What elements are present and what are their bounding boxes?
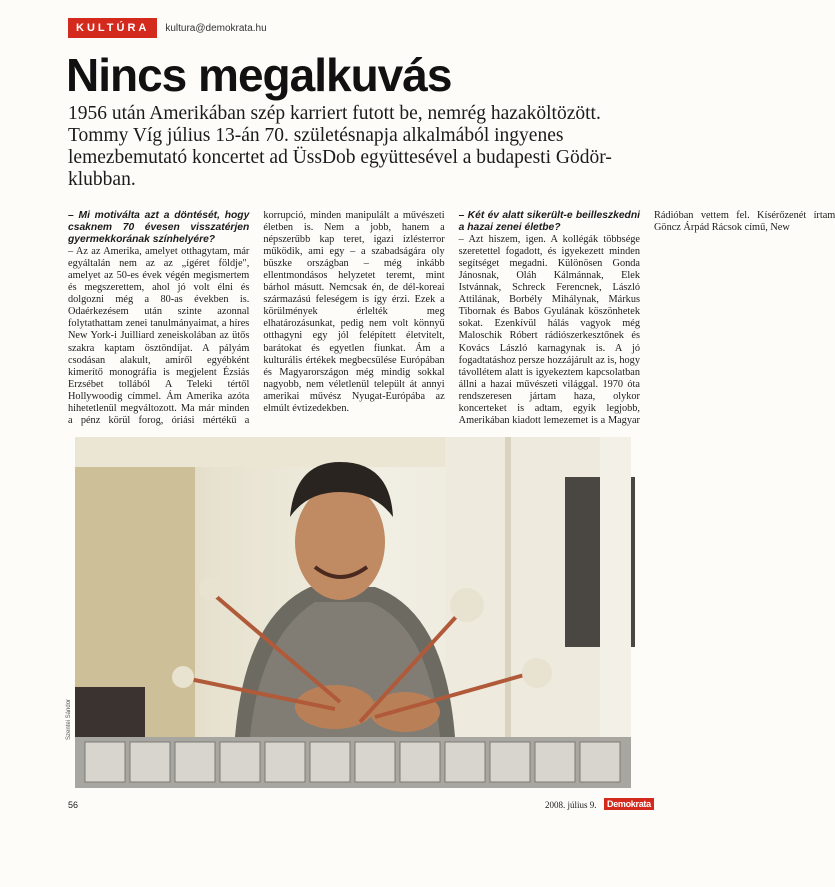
page-number: 56 bbox=[68, 800, 79, 810]
question-2: – Két év alatt sikerült-e beilleszkedni a hazai zenei életbe? bbox=[458, 210, 640, 234]
issue-date: 2008. július 9. bbox=[545, 800, 597, 810]
question-1: – Mi motiválta azt a döntését, hogy csaknem 70 évesen visszatérjen gyermekkorának színhelyére? bbox=[68, 210, 250, 246]
photo-credit: Szentei Sándor bbox=[66, 698, 72, 740]
article-photo bbox=[75, 437, 631, 788]
section-email[interactable]: kultura@demokrata.hu bbox=[165, 22, 267, 34]
section-tag: KULTÚRA bbox=[68, 18, 157, 38]
magazine-logo: Demokrata bbox=[604, 798, 654, 810]
answer-1: – Az az Amerika, amelyet otthagytam, már egyáltalán nem az az „ígéret földje", amelyet az 50-es évek végén megismertem és megszerettem, ahol jó volt élni és dolgozni még a 80-as években is. Odaérkezésem után szinte azonnal folytathattam zenei tanulmányaimat, a híres New York-i Juilliard zeneiskolában az ütős szakra kaptam ösztöndíjat. A pályám csodásan alakult, amiről egyébként kimerítő monográfia is megjelent Ézsiás Erzsébet tollából A Teleki tértől Hollywoodig címmel. Ám Amerika azóta hihetetlenül megváltozott. Ma már minden a pénz körül forog, óriási mértékű a korrupció, minden manipulált a művészeti életben is. Nem a jobb, hanem a népszerűbb kap teret, igazi ízlésterror működik, ami egy – a szabadságára oly büszke országban – még inkább ellentmondásos helyzetet teremt, mint bárhol másutt. Nemcsak én, de dél-koreai származású feleségem is így érzi. Ezek a körülmények érlelték meg elhatározásunkat, pedig nem volt könnyű otthagyni egy jól felépített életvitelt, barátokat és egyetlen fiunkat. Ám a kulturális értékek megbecsülése Európában és Magyarországon még mindig sokkal nagyobb, nem véletlenül települt át annyi amerikai művész Nyugat-Európába az elmúlt évtizedekben. bbox=[68, 210, 445, 426]
answer-2: – Azt hiszem, igen. A kollégák többsége szeretettel fogadott, és igyekezett minden segítséget megadni. Különösen Gonda Jánosnak, Oláh Kálmánnak, Elek Istvánnak, Schreck Ferencnek, László Attilának, Borbély Mihálynak, Márkus Tibornak és Babos Gyulának köszönhetek sokat. Ezenkívül hálás vagyok még Maloschik Róbert rádiószerkesztőnek és Kovács László karnagynak is. A jó fogadtatáshoz persze hozzájárult az is, hogy távollétem alatt is igyekeztem kapcsolatban állni a hazai művészeti világgal. 1970 óta rendszeresen jártam haza, olykor koncerteket is adtam, egyik legjobb, Amerikában kiadott lemezemet is a Magyar Rádióban vettem fel. Kísérőzenét írtam Göncz Árpád Rácsok című, New bbox=[458, 210, 835, 426]
article-body-flow bbox=[68, 210, 835, 435]
photo-portrait-vibraphone bbox=[75, 437, 631, 788]
section-header bbox=[68, 18, 267, 38]
article-body bbox=[68, 210, 835, 435]
article-lead: 1956 után Amerikában szép karriert futott be, nemrég hazaköltözött. Tommy Víg július 13-án 70. születésnapja alkalmából ingyenes lemezbemutató koncertet ad ÜssDob együttesével a budapesti Gödör-klubban. bbox=[68, 103, 612, 190]
article-headline: Nincs megalkuvás bbox=[66, 49, 452, 101]
